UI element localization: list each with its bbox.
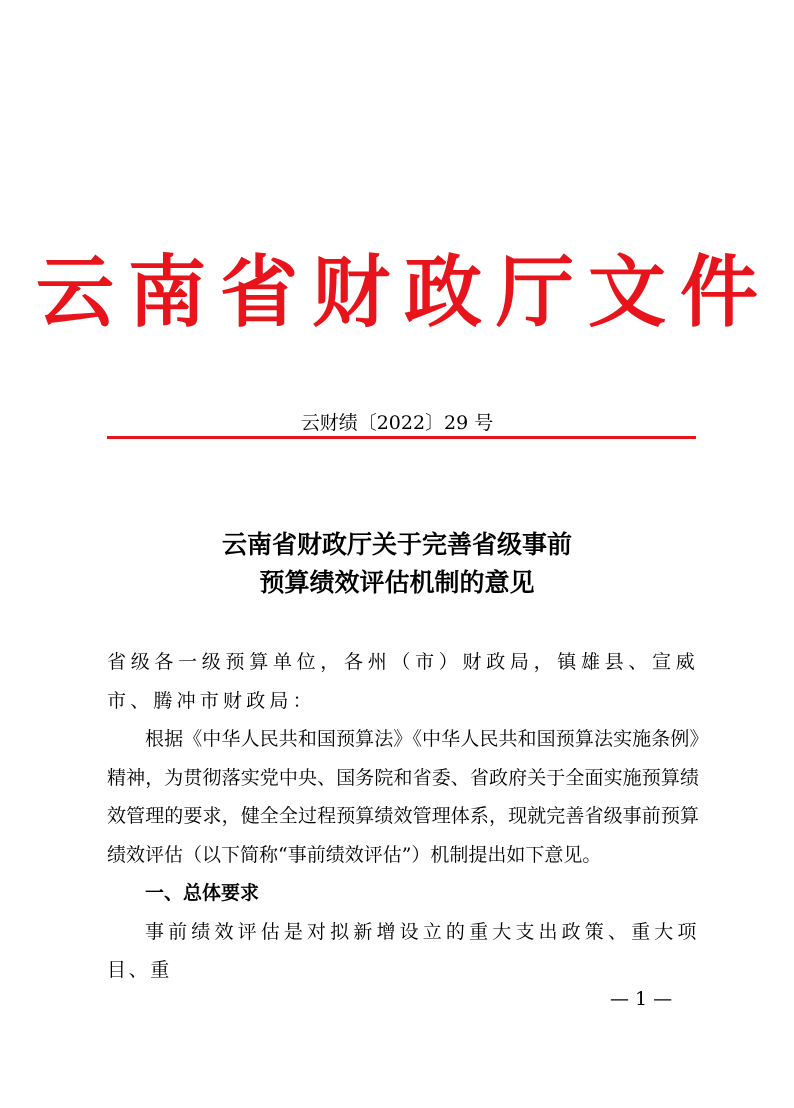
body-paragraph-1: 根据《中华人民共和国预算法》《中华人民共和国预算法实施条例》精神，为贯彻落实党中央、国务院和省委、省政府关于全面实施预算绩效管理的要求，健全全过程预算绩效管理体系，现就完善省级事前预算绩效评估（以下简称“事前绩效评估”）机制提出如下意见。 [107,728,699,866]
masthead-title: 云南省财政厅文件 [35,247,772,338]
red-divider-line [107,436,696,439]
document-body [107,643,699,990]
document-title-line-2: 预算绩效评估机制的意见 [259,568,535,597]
page-number: — 1 — [610,988,673,1010]
document-number: 云财绩〔2022〕29 号 [300,412,494,434]
section-heading-1: 一、总体要求 [145,882,260,904]
document-title-line-1: 云南省财政厅关于完善省级事前 [221,530,572,559]
addressee: 省级各一级预算单位，各州（市）财政局，镇雄县、宣威市、腾冲市财政局： [107,651,699,712]
body-paragraph-2: 事前绩效评估是对拟新增设立的重大支出政策、重大项目、重 [107,920,699,981]
document-title [0,526,794,602]
